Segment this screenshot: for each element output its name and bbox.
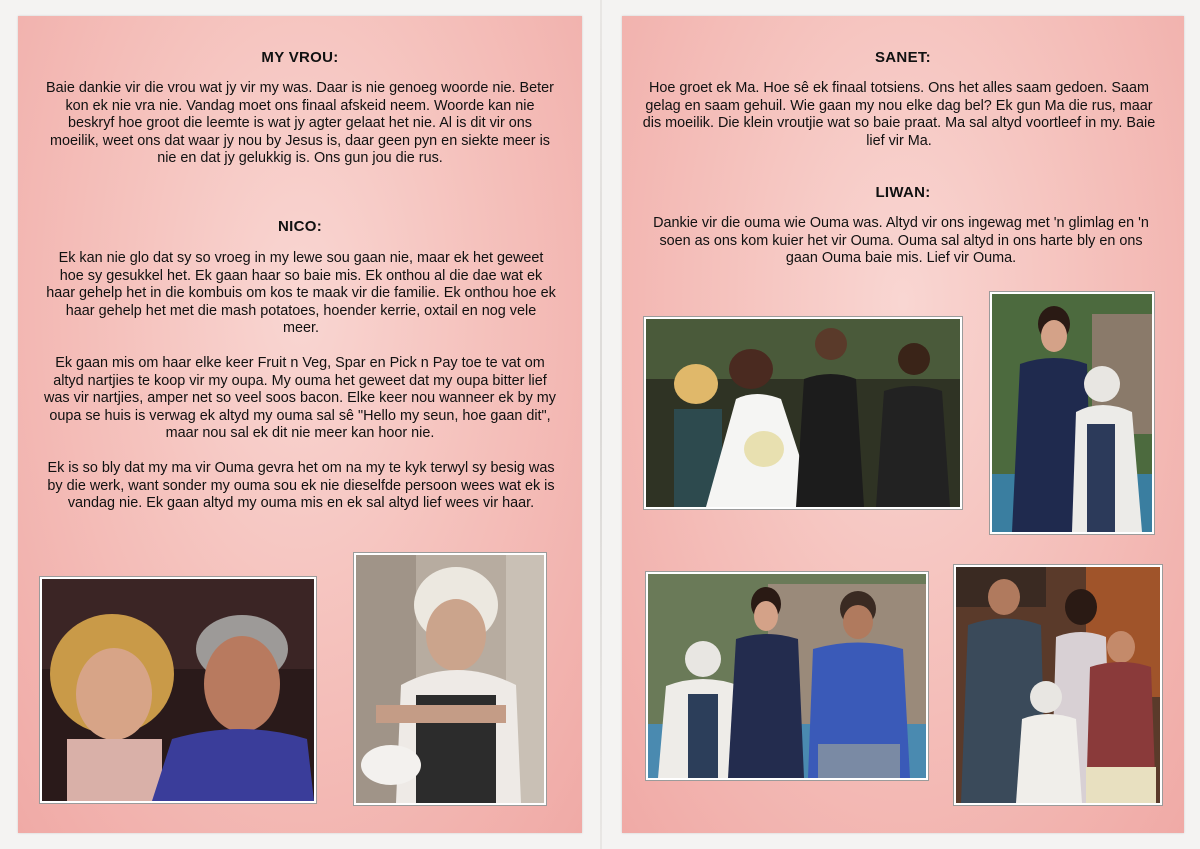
photo-ouma-table-image xyxy=(356,555,544,803)
my-vrou-text: Baie dankie vir die vrou wat jy vir my was. Daar is nie genoeg woorde nie. Beter kon ek nie vra nie. Vandag moet ons finaal afskeid neem. Woorde kan nie beskryf hoe groot die leemte is wat jy agter gelaat het nie. Al is dit vir ons moeilik, weet ons dat waar jy nou by Jesus is, daar geen pyn en siekte meer is nie en dat jy gelukkig is. Ons gun jou die rus. xyxy=(46,80,554,166)
sanet-heading: SANET: xyxy=(875,49,931,66)
sanet-text: Hoe groet ek Ma. Hoe sê ek finaal totsiens. Ons het alles saam gedoen. Saam gelag en saam gehuil. Wie gaan my nou elke dag bel? Ek gun Ma die rus, maar dis moeilik. Die klein vroutjie wat so baie praat. Ma sal altyd voortleef in my. Baie lief vir Ma. xyxy=(642,80,1156,149)
photo-couple xyxy=(40,577,316,803)
liwan-text: Dankie vir die ouma wie Ouma was. Altyd vir ons ingewag met 'n glimlag en 'n soen as ons kom kuier het vir Ouma. Ouma sal altyd in ons harte bly en ons gaan Ouma baie mis. Lief vir Ouma. xyxy=(653,215,1149,266)
photo-ouma-table xyxy=(354,553,546,805)
photo-family-indoors-image xyxy=(956,567,1160,803)
booklet-spine xyxy=(600,0,602,849)
photo-wedding xyxy=(644,317,962,509)
nico-paragraph-2: Ek gaan mis om haar elke keer Fruit n Veg, Spar en Pick n Pay toe te vat om altyd nartjies te koop vir my oupa. My ouma het geweet dat my oupa bitter lief was vir nartjies, amper net so veel soos bacon. Elke keer nou wanneer ek by my oupa se huis is verwag ek altyd my ouma sal sê "Hello my seun, hoe gaan dit", maar nou sal ek dit nie meer kan hoor nie. xyxy=(44,355,556,441)
photo-wedding-image xyxy=(646,319,960,507)
right-page xyxy=(622,16,1184,833)
nico-heading: NICO: xyxy=(278,218,322,235)
left-page xyxy=(18,16,582,833)
photo-family-indoors xyxy=(954,565,1162,805)
photo-grandson-ouma xyxy=(990,292,1154,534)
nico-paragraph-3: Ek is so bly dat my ma vir Ouma gevra het om na my te kyk terwyl sy besig was by die werk, want sonder my ouma sou ek nie dieselfde persoon wees wat ek is vandag nie. Ek gaan altyd my ouma mis en ek sal altyd lief wees vir haar. xyxy=(47,460,555,511)
photo-couple-image xyxy=(42,579,314,801)
photo-ouma-grandson-oupa xyxy=(646,572,928,780)
photo-grandson-ouma-image xyxy=(992,294,1152,532)
nico-paragraph-1: Ek kan nie glo dat sy so vroeg in my lewe sou gaan nie, maar ek het geweet hoe sy gesukkel het. Ek gaan haar so baie mis. Ek onthou al die dae wat ek haar gehelp het in die kombuis om kos te maak vir die familie. Ek onthou hoe ek haar gehelp het met die mash potatoes, hoender kerrie, oxtail en nog vele meer. xyxy=(46,250,556,336)
my-vrou-heading: MY VROU: xyxy=(261,49,339,66)
liwan-heading: LIWAN: xyxy=(875,184,931,201)
photo-ouma-grandson-oupa-image xyxy=(648,574,926,778)
